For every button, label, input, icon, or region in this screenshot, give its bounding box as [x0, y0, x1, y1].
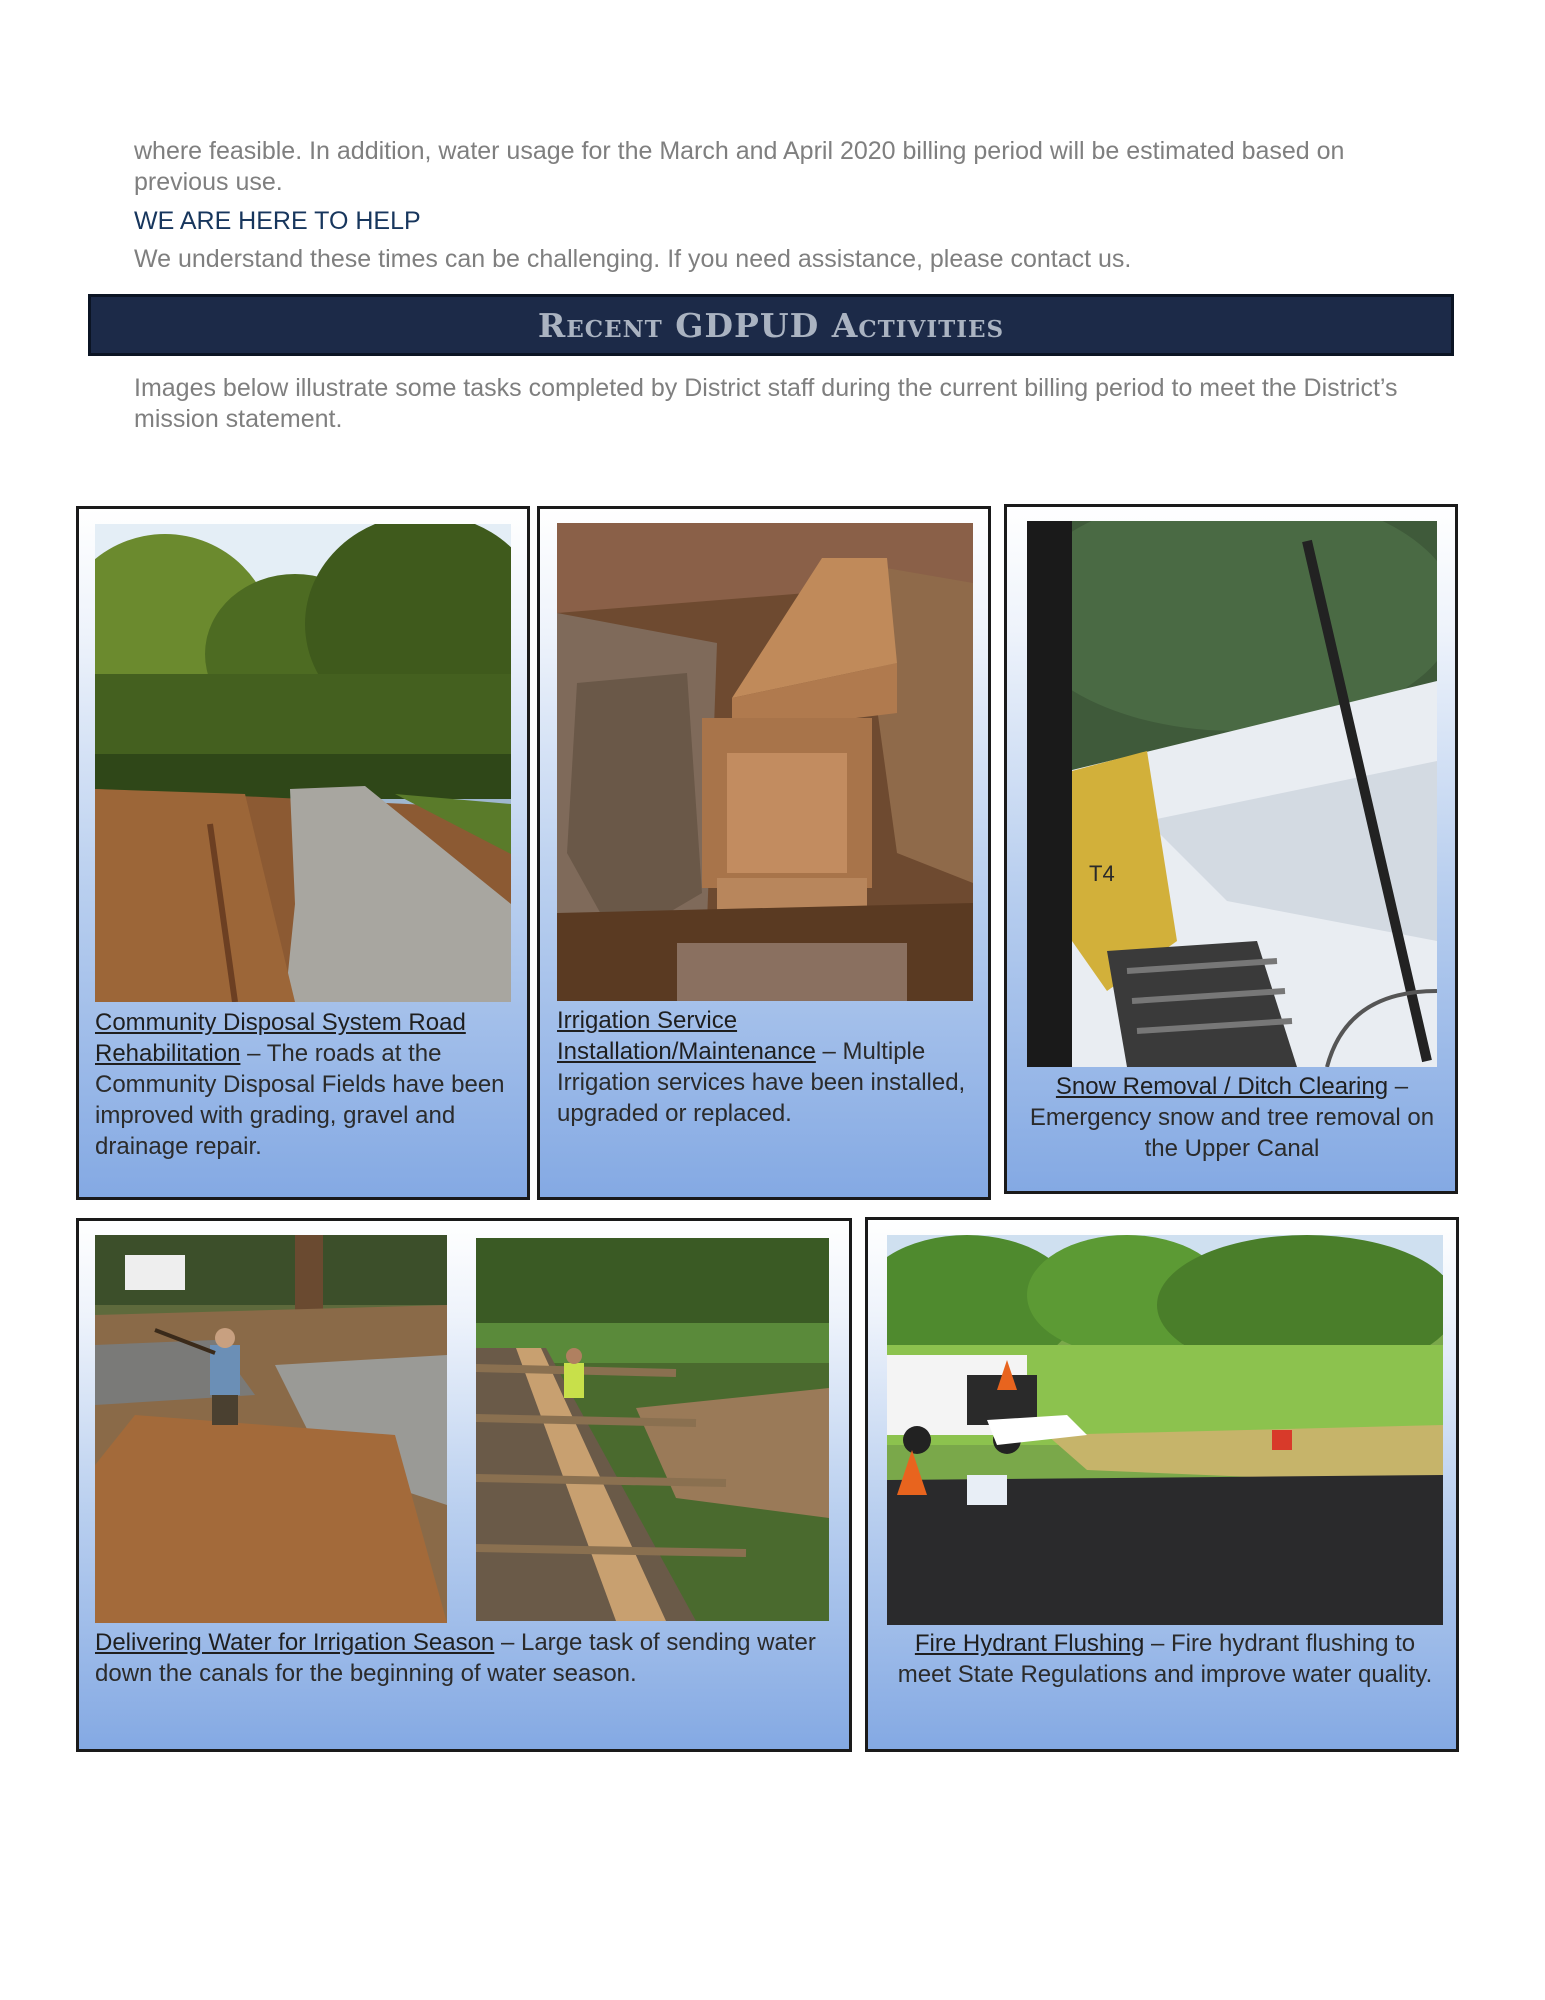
canal-worker-photo [95, 1235, 447, 1623]
card-title: Community Disposal System Road Rehabilitation [95, 1009, 466, 1067]
card-title: Snow Removal / Ditch Clearing [1055, 1073, 1389, 1100]
card-fire-hydrant-caption [887, 1628, 1443, 1690]
card-snow-removal [1004, 504, 1458, 1194]
card-fire-hydrant [865, 1217, 1459, 1752]
card-delivering-water-caption [95, 1627, 825, 1689]
section-banner [88, 294, 1454, 356]
activities-intro: Images below illustrate some tasks completed by District staff during the current billing period to meet the District’s mission statement. [134, 374, 1398, 433]
hydrant-flushing-photo [887, 1235, 1443, 1625]
card-community-disposal [76, 506, 530, 1200]
card-title: Irrigation Service Installation/Maintenance [557, 1007, 816, 1065]
card-text: – Multiple Irrigation services have been installed, upgraded or replaced. [557, 1038, 966, 1127]
card-irrigation-service-caption [557, 1005, 977, 1129]
card-title: Delivering Water for Irrigation Season [95, 1629, 495, 1656]
card-irrigation-service [537, 506, 991, 1200]
card-title: Fire Hydrant Flushing [914, 1630, 1145, 1657]
card-text: – Large task of sending water down the canals for the beginning of water season. [95, 1629, 816, 1687]
help-text: We understand these times can be challenging. If you need assistance, please contact us. [134, 245, 1132, 273]
card-text: – The roads at the Community Disposal Fields have been improved with grading, gravel and drainage repair. [95, 1040, 505, 1160]
loader-marking: T4 [1089, 861, 1115, 886]
irrigation-box-photo [557, 523, 973, 1001]
card-delivering-water [76, 1218, 852, 1752]
road-photo [95, 524, 511, 1002]
snow-loader-photo [1027, 521, 1437, 1067]
section-title: Recent GDPUD Activities [537, 305, 1005, 345]
flume-photo [476, 1238, 829, 1621]
card-community-disposal-caption [95, 1007, 515, 1162]
intro-paragraph: where feasible. In addition, water usage for the March and April 2020 billing period will be estimated based on previous use. [134, 137, 1345, 196]
card-snow-removal-caption [1023, 1071, 1441, 1164]
help-heading: WE ARE HERE TO HELP [134, 207, 421, 235]
card-text: – Emergency snow and tree removal on the Upper Canal [1029, 1073, 1435, 1162]
card-text: – Fire hydrant flushing to meet State Regulations and improve water quality. [897, 1630, 1433, 1688]
